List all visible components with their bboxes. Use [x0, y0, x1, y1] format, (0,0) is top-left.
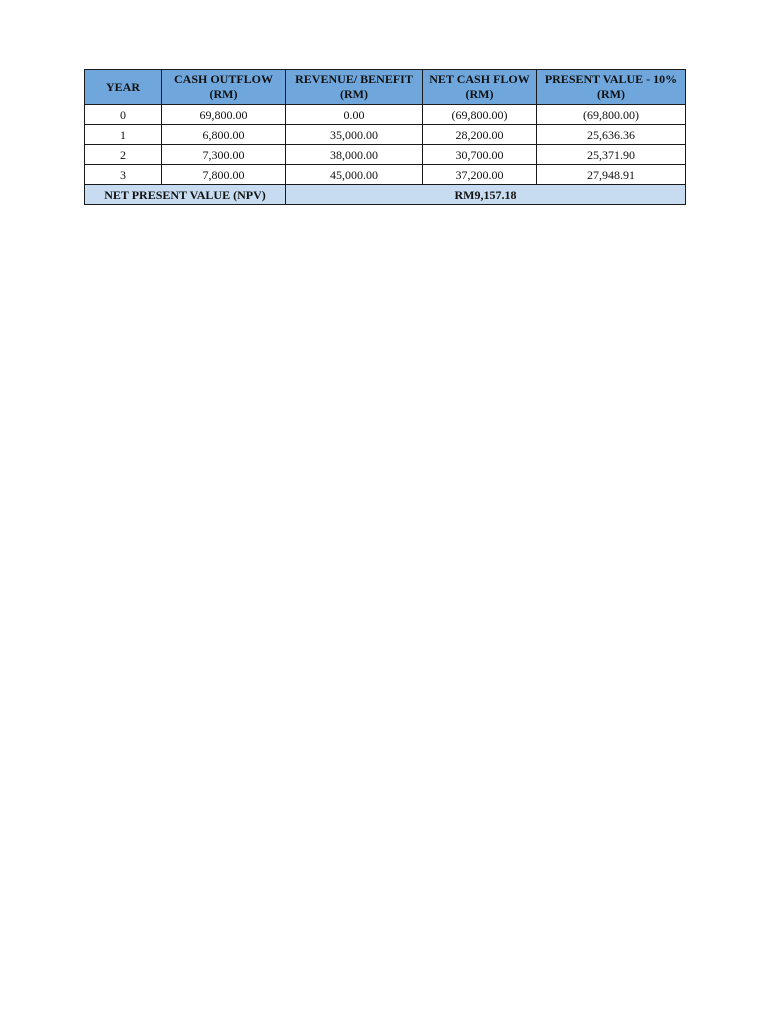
cell-year: 0: [85, 105, 162, 125]
cell-cash-outflow: 6,800.00: [162, 125, 286, 145]
header-revenue-benefit-label: REVENUE/ BENEFIT: [295, 72, 413, 86]
header-row: [85, 70, 686, 105]
header-present-value: [537, 70, 686, 105]
header-present-value-unit: (RM): [597, 87, 625, 101]
cell-present-value: 27,948.91: [537, 165, 686, 185]
cell-cash-outflow: 7,300.00: [162, 145, 286, 165]
cell-present-value: (69,800.00): [537, 105, 686, 125]
header-net-cash-flow-unit: (RM): [465, 87, 494, 101]
npv-table: [84, 69, 686, 205]
header-revenue-benefit-unit: (RM): [340, 87, 368, 101]
cell-cash-outflow: 7,800.00: [162, 165, 286, 185]
table-row: [85, 145, 686, 165]
cell-net-cash-flow: 28,200.00: [423, 125, 537, 145]
header-cash-outflow-label: CASH OUTFLOW: [173, 72, 273, 86]
npv-row: [85, 185, 686, 205]
table-row: [85, 165, 686, 185]
header-present-value-label: PRESENT VALUE - 10%: [544, 72, 678, 86]
cell-present-value: 25,636.36: [537, 125, 686, 145]
table-header: [85, 70, 686, 105]
table-body: [85, 105, 686, 185]
cell-present-value: 25,371.90: [537, 145, 686, 165]
cell-net-cash-flow: 30,700.00: [423, 145, 537, 165]
cell-year: 1: [85, 125, 162, 145]
cell-net-cash-flow: (69,800.00): [423, 105, 537, 125]
cell-year: 2: [85, 145, 162, 165]
table-footer: [85, 185, 686, 205]
header-net-cash-flow: [423, 70, 537, 105]
header-revenue-benefit: [286, 70, 423, 105]
header-cash-outflow: [162, 70, 286, 105]
cell-revenue-benefit: 45,000.00: [286, 165, 423, 185]
header-year-label: YEAR: [105, 79, 140, 94]
cell-net-cash-flow: 37,200.00: [423, 165, 537, 185]
header-cash-outflow-unit: (RM): [209, 87, 238, 101]
cell-revenue-benefit: 38,000.00: [286, 145, 423, 165]
header-year: [85, 70, 162, 105]
table-row: [85, 105, 686, 125]
header-net-cash-flow-label: NET CASH FLOW: [429, 72, 530, 86]
table-row: [85, 125, 686, 145]
cell-revenue-benefit: 35,000.00: [286, 125, 423, 145]
cell-cash-outflow: 69,800.00: [162, 105, 286, 125]
npv-value: RM9,157.18: [286, 185, 686, 205]
npv-label: NET PRESENT VALUE (NPV): [85, 185, 286, 205]
cell-revenue-benefit: 0.00: [286, 105, 423, 125]
cell-year: 3: [85, 165, 162, 185]
